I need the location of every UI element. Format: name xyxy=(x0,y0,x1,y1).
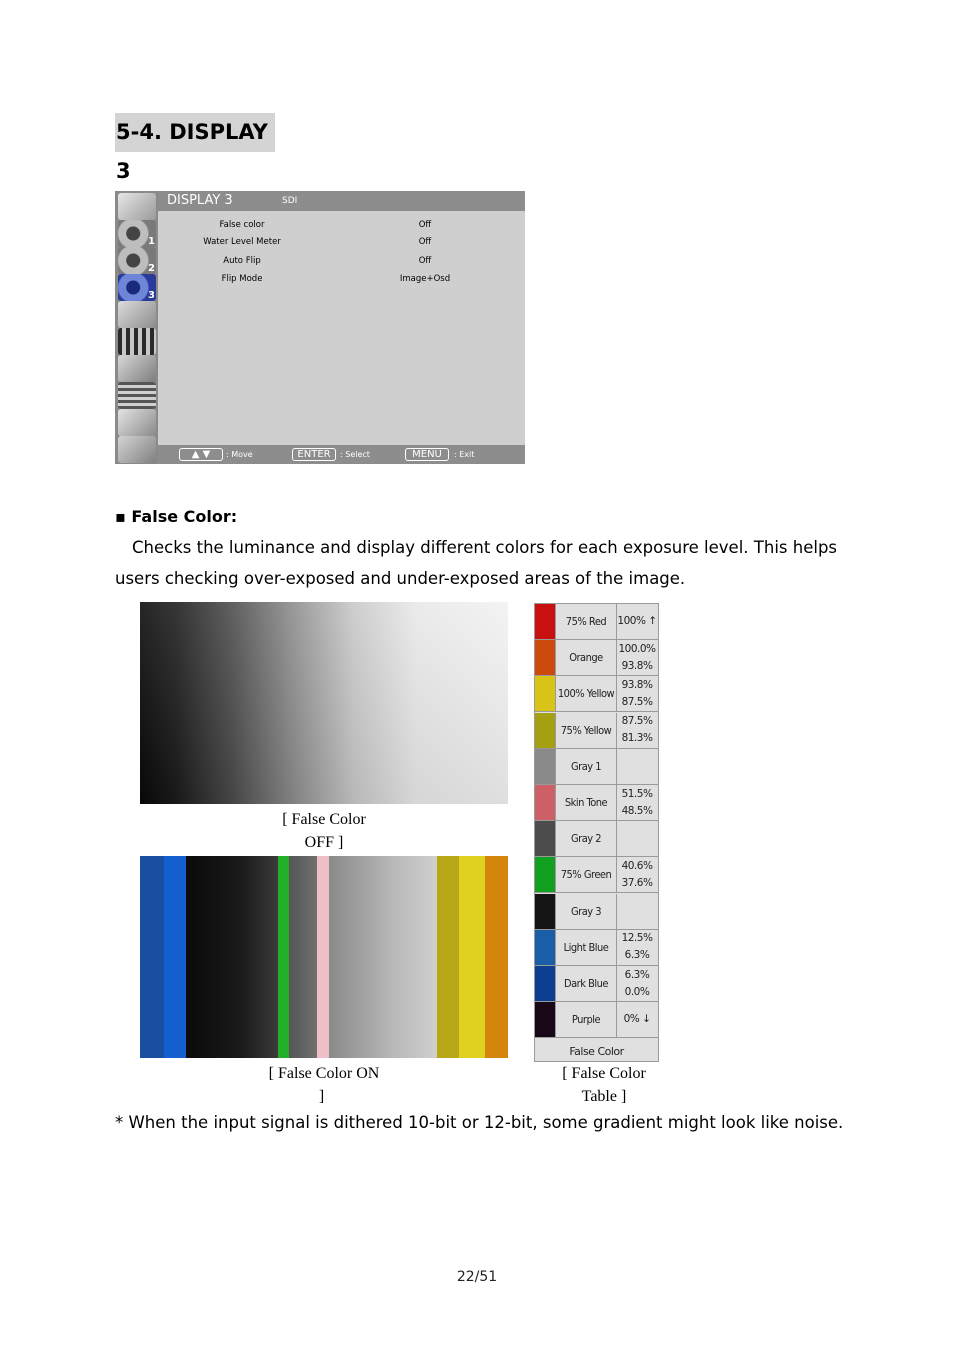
ire-range-upper: 12.5% xyxy=(621,932,653,945)
color-swatch xyxy=(535,749,555,784)
ire-range-lower: 37.6% xyxy=(621,876,653,889)
ire-range xyxy=(616,676,658,711)
move-key: ▲ ▼ xyxy=(179,448,223,461)
ire-range xyxy=(616,821,658,856)
table-row xyxy=(535,785,658,821)
menu-key: MENU xyxy=(405,448,449,461)
ire-range-upper: 51.5% xyxy=(621,787,653,800)
false-color-description-line1: Checks the luminance and display different colors for each exposure level. This helps xyxy=(132,538,838,557)
osd-menu-screenshot xyxy=(115,191,525,464)
caption-false-color-off-line2: OFF ] xyxy=(304,834,344,851)
osd-titlebar xyxy=(158,191,525,211)
color-swatch xyxy=(535,1002,555,1037)
ire-range-upper: 0% ↓ xyxy=(623,1013,651,1026)
display-3-icon xyxy=(118,274,156,301)
table-row xyxy=(535,930,658,966)
color-name: Skin Tone xyxy=(555,785,617,820)
table-row xyxy=(535,857,658,893)
color-swatch xyxy=(535,640,555,675)
osd-item-water-level-meter-label[interactable]: Water Level Meter xyxy=(203,237,281,247)
ire-range xyxy=(616,930,658,965)
false-color-description-line2: users checking over-exposed and under-exposed areas of the image. xyxy=(115,569,686,588)
ire-range xyxy=(616,1002,658,1037)
system-icon xyxy=(118,409,156,436)
display-3-number: 3 xyxy=(148,290,155,301)
ire-range xyxy=(616,749,658,784)
osd-item-false-color-value[interactable]: Off xyxy=(418,220,432,230)
move-key-label: : Move xyxy=(226,450,253,459)
false-color-heading: ▪ False Color: xyxy=(115,507,238,526)
color-name: 75% Green xyxy=(555,857,617,892)
osd-footer xyxy=(158,445,525,464)
color-swatch xyxy=(535,713,555,748)
display-2-number: 2 xyxy=(148,263,155,274)
false-color-table-footer: False Color xyxy=(569,1045,624,1058)
menu-key-label: : Exit xyxy=(454,450,475,459)
osd-sidebar xyxy=(115,191,158,464)
color-name: Light Blue xyxy=(555,930,617,965)
color-name: Gray 3 xyxy=(555,894,617,929)
table-row xyxy=(535,749,658,785)
enter-key: ENTER xyxy=(292,448,336,461)
display-2-icon xyxy=(118,247,156,274)
color-name: Gray 1 xyxy=(555,749,617,784)
ire-range-upper: 6.3% xyxy=(624,968,650,981)
ire-range xyxy=(616,894,658,929)
false-color-on-image xyxy=(140,856,508,1058)
caption-false-color-on-line2: ] xyxy=(318,1088,325,1105)
ire-range-upper: 87.5% xyxy=(621,715,653,728)
color-swatch xyxy=(535,966,555,1001)
color-name: 75% Red xyxy=(555,604,617,639)
info-icon xyxy=(118,436,156,463)
color-swatch xyxy=(535,821,555,856)
color-name: 75% Yellow xyxy=(555,713,617,748)
ire-range-upper: 100.0% xyxy=(618,642,656,655)
page-number: 22/51 xyxy=(456,1269,498,1285)
display-1-number: 1 xyxy=(148,236,155,247)
osd-item-flip-mode-value[interactable]: Image+Osd xyxy=(399,274,451,284)
settings-icon xyxy=(118,382,156,409)
ire-range xyxy=(616,640,658,675)
audio-icon xyxy=(118,355,156,382)
ire-range xyxy=(616,966,658,1001)
ire-range-lower: 87.5% xyxy=(621,695,653,708)
table-row xyxy=(535,640,658,676)
table-row xyxy=(535,676,658,712)
ire-range xyxy=(616,604,658,639)
color-name: Orange xyxy=(555,640,617,675)
ire-range-lower: 0.0% xyxy=(624,985,650,998)
tools-icon xyxy=(118,301,156,328)
caption-false-color-table-line1: [ False Color xyxy=(562,1065,646,1082)
osd-title: DISPLAY 3 xyxy=(167,193,233,208)
color-swatch xyxy=(535,604,555,639)
osd-item-auto-flip-value[interactable]: Off xyxy=(418,256,432,266)
caption-false-color-table-line2: Table ] xyxy=(581,1088,627,1105)
color-swatch xyxy=(535,894,555,929)
ire-range xyxy=(616,857,658,892)
ire-range-lower: 48.5% xyxy=(621,804,653,817)
ire-range-upper: 93.8% xyxy=(621,678,653,691)
table-row xyxy=(535,894,658,930)
ire-range-lower: 93.8% xyxy=(621,659,653,672)
color-name: Dark Blue xyxy=(555,966,617,1001)
ire-range-lower: 81.3% xyxy=(621,732,653,745)
ire-range-lower: 100% ↑ xyxy=(617,615,657,627)
display-1-icon xyxy=(118,220,156,247)
color-name: 100% Yellow xyxy=(555,676,617,711)
table-row xyxy=(535,821,658,857)
section-heading: 5-4. DISPLAY 3 xyxy=(115,113,275,152)
false-color-table xyxy=(534,603,659,1062)
color-name: Gray 2 xyxy=(555,821,617,856)
osd-item-false-color-label[interactable]: False color xyxy=(219,220,265,230)
ire-range-upper: 40.6% xyxy=(621,859,653,872)
aspect-icon xyxy=(118,328,156,355)
osd-item-auto-flip-label[interactable]: Auto Flip xyxy=(223,256,261,266)
ire-range xyxy=(616,713,658,748)
enter-key-label: : Select xyxy=(340,450,370,459)
ire-range-lower: 6.3% xyxy=(624,949,650,962)
color-swatch xyxy=(535,676,555,711)
caption-false-color-on-line1: [ False Color ON xyxy=(268,1065,380,1082)
color-name: Purple xyxy=(555,1002,617,1037)
color-swatch xyxy=(535,785,555,820)
dithering-note: * When the input signal is dithered 10-bit or 12-bit, some gradient might look like noise. xyxy=(115,1113,844,1132)
color-swatch xyxy=(535,930,555,965)
ire-range xyxy=(616,785,658,820)
osd-item-water-level-meter-value[interactable]: Off xyxy=(418,237,432,247)
table-row xyxy=(535,713,658,749)
osd-item-flip-mode-label[interactable]: Flip Mode xyxy=(221,274,263,284)
picture-icon xyxy=(118,193,156,220)
false-color-off-image xyxy=(140,602,508,804)
osd-input-source: SDI xyxy=(282,196,298,206)
color-swatch xyxy=(535,857,555,892)
table-row xyxy=(535,1002,658,1038)
table-row xyxy=(535,966,658,1002)
table-row xyxy=(535,604,658,640)
caption-false-color-off-line1: [ False Color xyxy=(282,811,366,828)
